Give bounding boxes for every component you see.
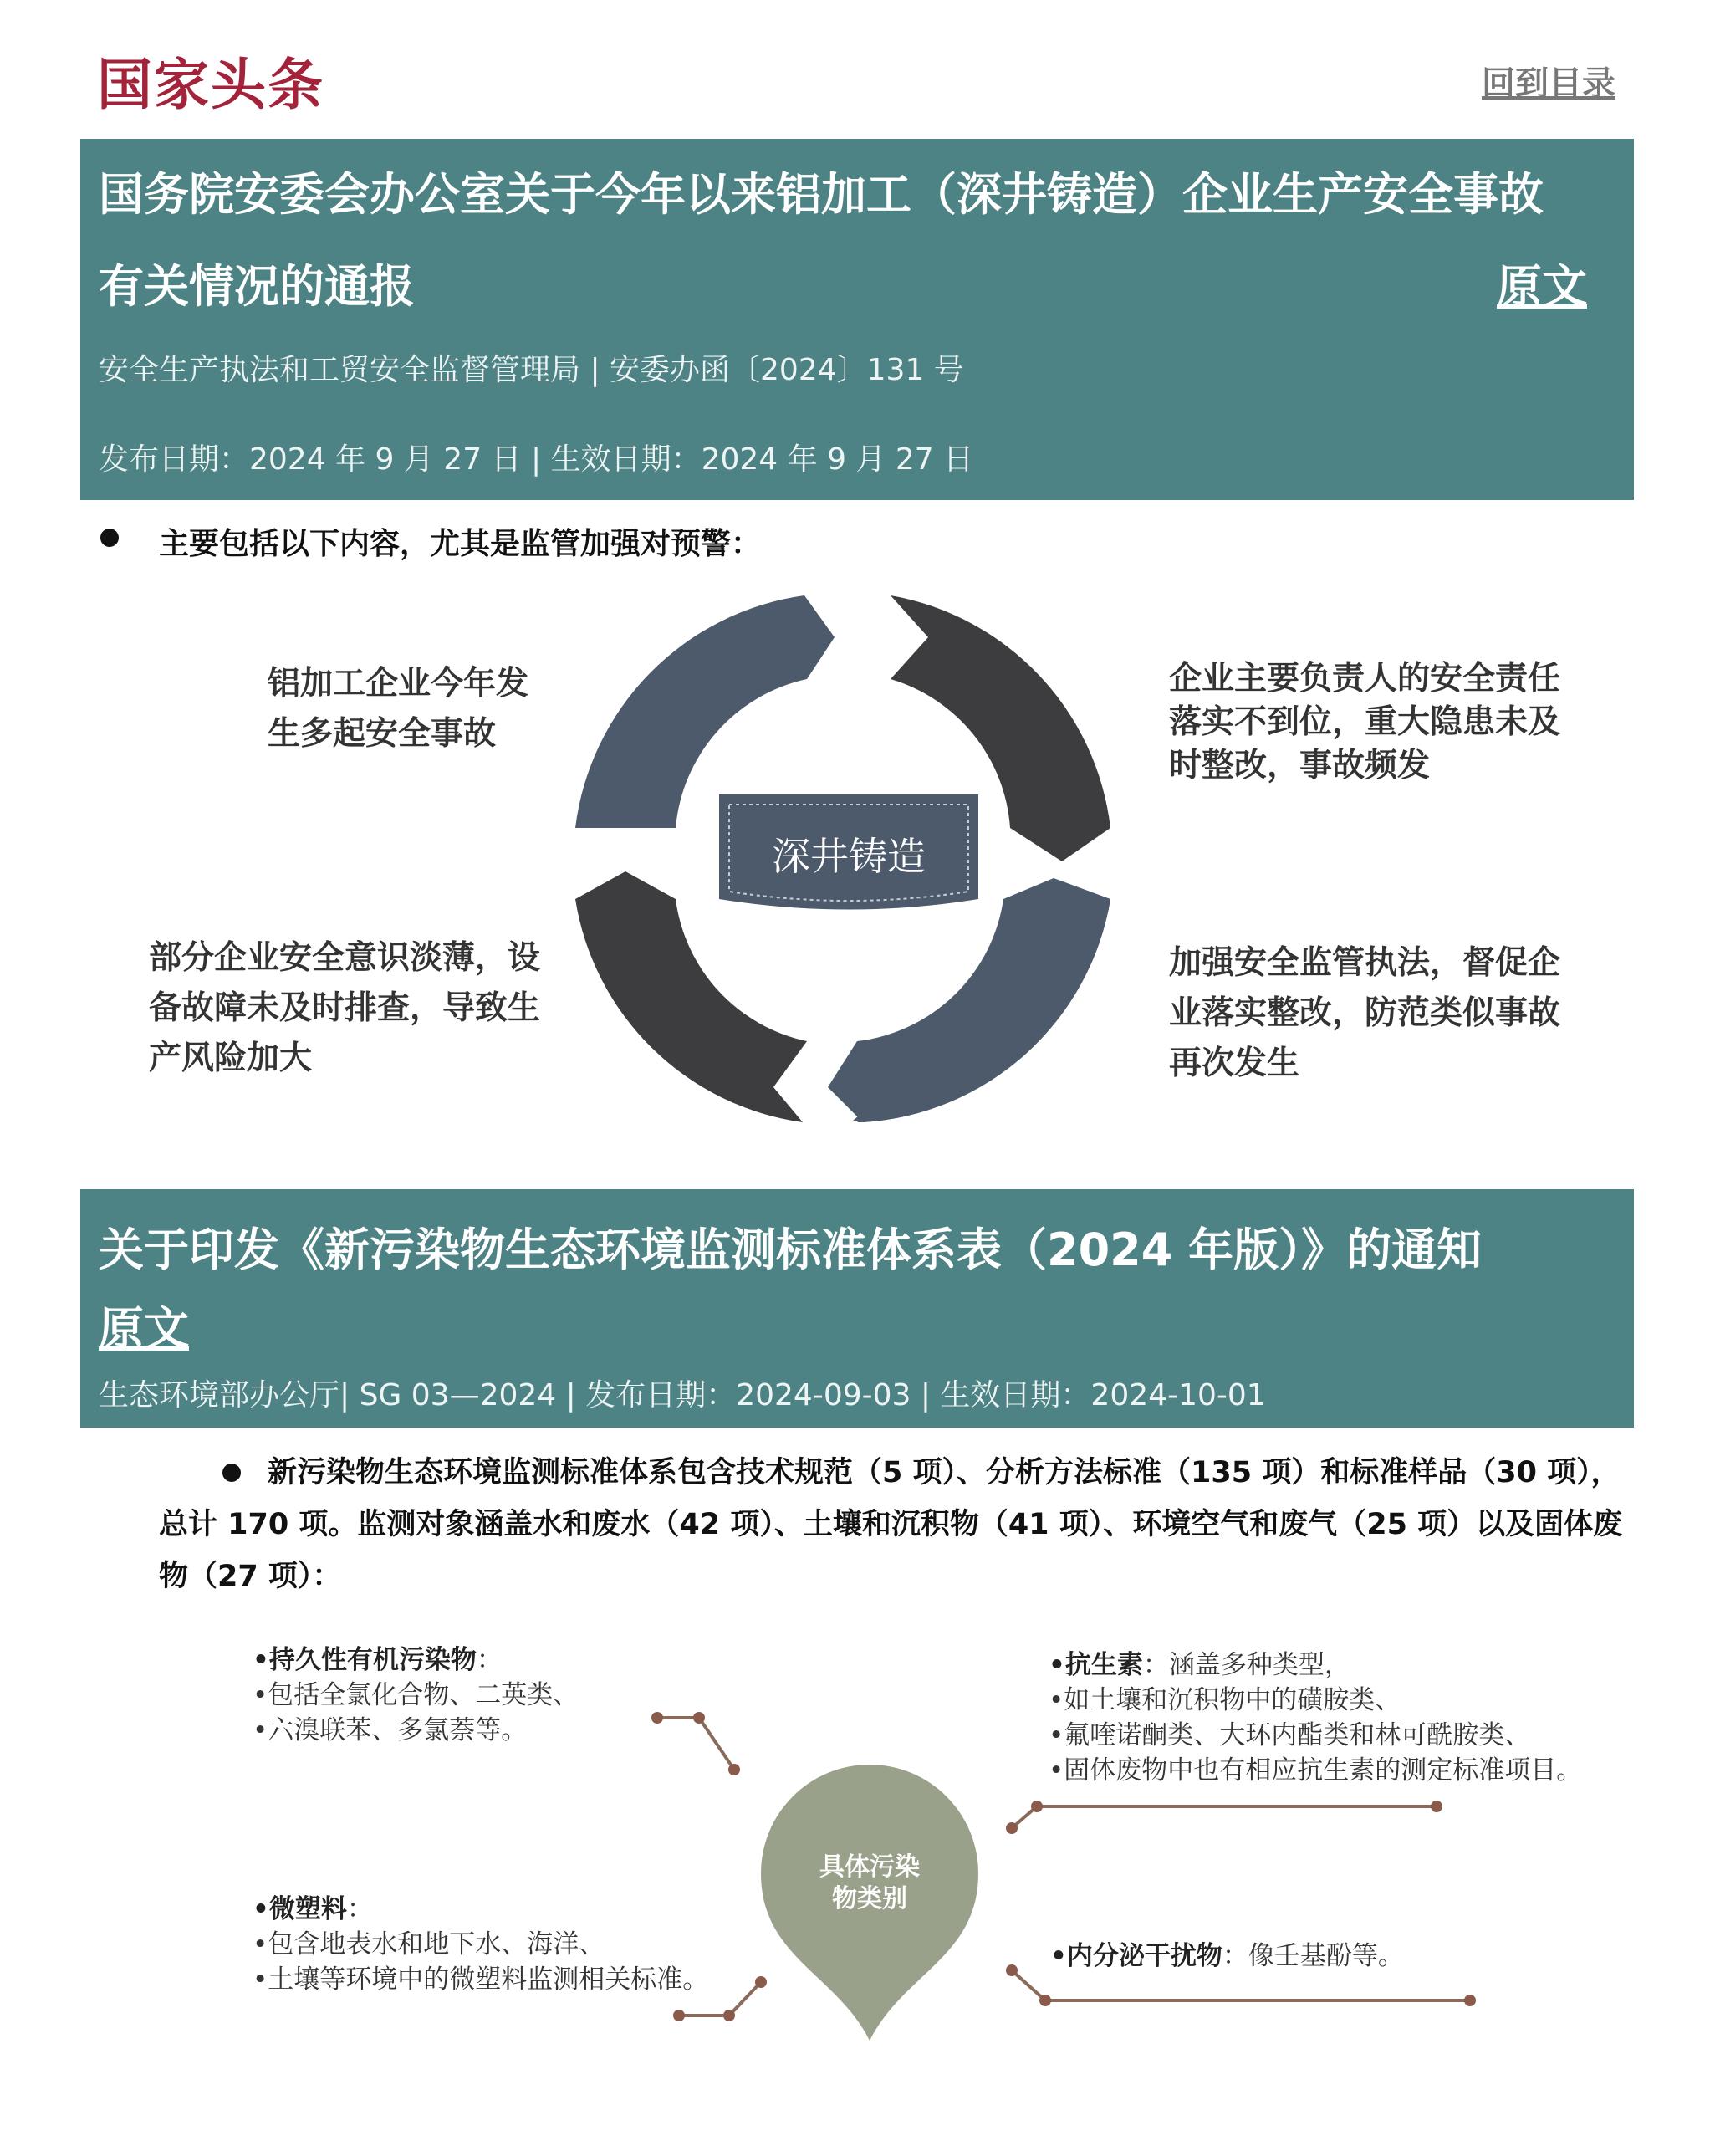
pollutant-edc: •内分泌干扰物：像壬基酚等。: [1050, 1941, 1404, 1971]
article1-title-line2: 有关情况的通报: [99, 260, 415, 313]
page-title: 国家头条: [97, 53, 324, 117]
cycle-diagram: [552, 577, 1129, 1137]
cycle-label-top-left: 铝加工企业今年发生多起安全事故: [268, 665, 529, 753]
cycle-label-bottom-right: 加强安全监管执法，督促企业落实整改，防范类似事故再次发生: [1169, 944, 1561, 1082]
article2-original-link[interactable]: 原文: [99, 1302, 189, 1355]
article2-paragraph: 新污染物生态环境监测标准体系包含技术规范（5 项）、分析方法标准（135 项）和标准样品（30 项），总计 170 项。监测对象涵盖水和废水（42 项）、土壤和沉积物（41 项）、环境空气和废气（25 项）以及固体废物（27 项）：: [159, 1456, 1623, 1593]
cycle-label-bottom-left: 部分企业安全意识淡薄，设备故障未及时排查，导致生产风险加大: [149, 939, 541, 1077]
connector-pop: [657, 1718, 734, 1770]
article2-banner: [80, 1189, 1634, 1428]
article1-issuer: 安全生产执法和工贸安全监督管理局 | 安委办函〔2024〕131 号: [99, 353, 964, 387]
cycle-label-top-right: 企业主要负责人的安全责任落实不到位，重大隐患未及时整改，事故频发: [1169, 660, 1561, 784]
article1-title-line1: 国务院安委会办公室关于今年以来铝加工（深井铸造）企业生产安全事故: [99, 168, 1544, 221]
article2-title: 关于印发《新污染物生态环境监测标准体系表（2024 年版）》的通知: [99, 1224, 1483, 1276]
bullet-dot: [100, 529, 119, 547]
article1-bullet-text: 主要包括以下内容，尤其是监管加强对预警：: [159, 527, 762, 561]
article1-banner: [80, 139, 1634, 500]
cycle-center-text: 深井铸造: [772, 835, 926, 878]
pollutant-pop: •持久性有机污染物： •包括全氯化合物、二英类、 •六溴联苯、多氯萘等。: [253, 1645, 579, 1745]
connector-antibiotics: [1012, 1806, 1437, 1828]
article1-dates: 发布日期：2024 年 9 月 27 日 | 生效日期：2024 年 9 月 27 日: [99, 442, 974, 477]
pollutant-antibiotics: •抗生素：涵盖多种类型， •如土壤和沉积物中的磺胺类、 •氟喹诺酮类、大环内酯类和林可酰胺类、 •固体废物中也有相应抗生素的测定标准项目。: [1049, 1650, 1583, 1786]
article1-original-link[interactable]: 原文: [1497, 260, 1587, 313]
article2-meta: 生态环境部办公厅| SG 03—2024 | 发布日期：2024-09-03 | 生效日期：2024-10-01: [99, 1378, 1266, 1413]
back-to-toc-link[interactable]: 回到目录: [1482, 64, 1615, 103]
pin-label-line1: 具体污染: [819, 1853, 920, 1881]
pin-label-line2: 物类别: [832, 1885, 907, 1913]
cycle-arrow-bottom-left: [575, 871, 807, 1122]
cycle-arrow-top-left: [575, 595, 835, 828]
connector-edc: [1012, 1970, 1470, 2000]
pollutant-microplastics: •微塑料： •包含地表水和地下水、海洋、 •土壤等环境中的微塑料监测相关标准。: [253, 1894, 709, 1995]
